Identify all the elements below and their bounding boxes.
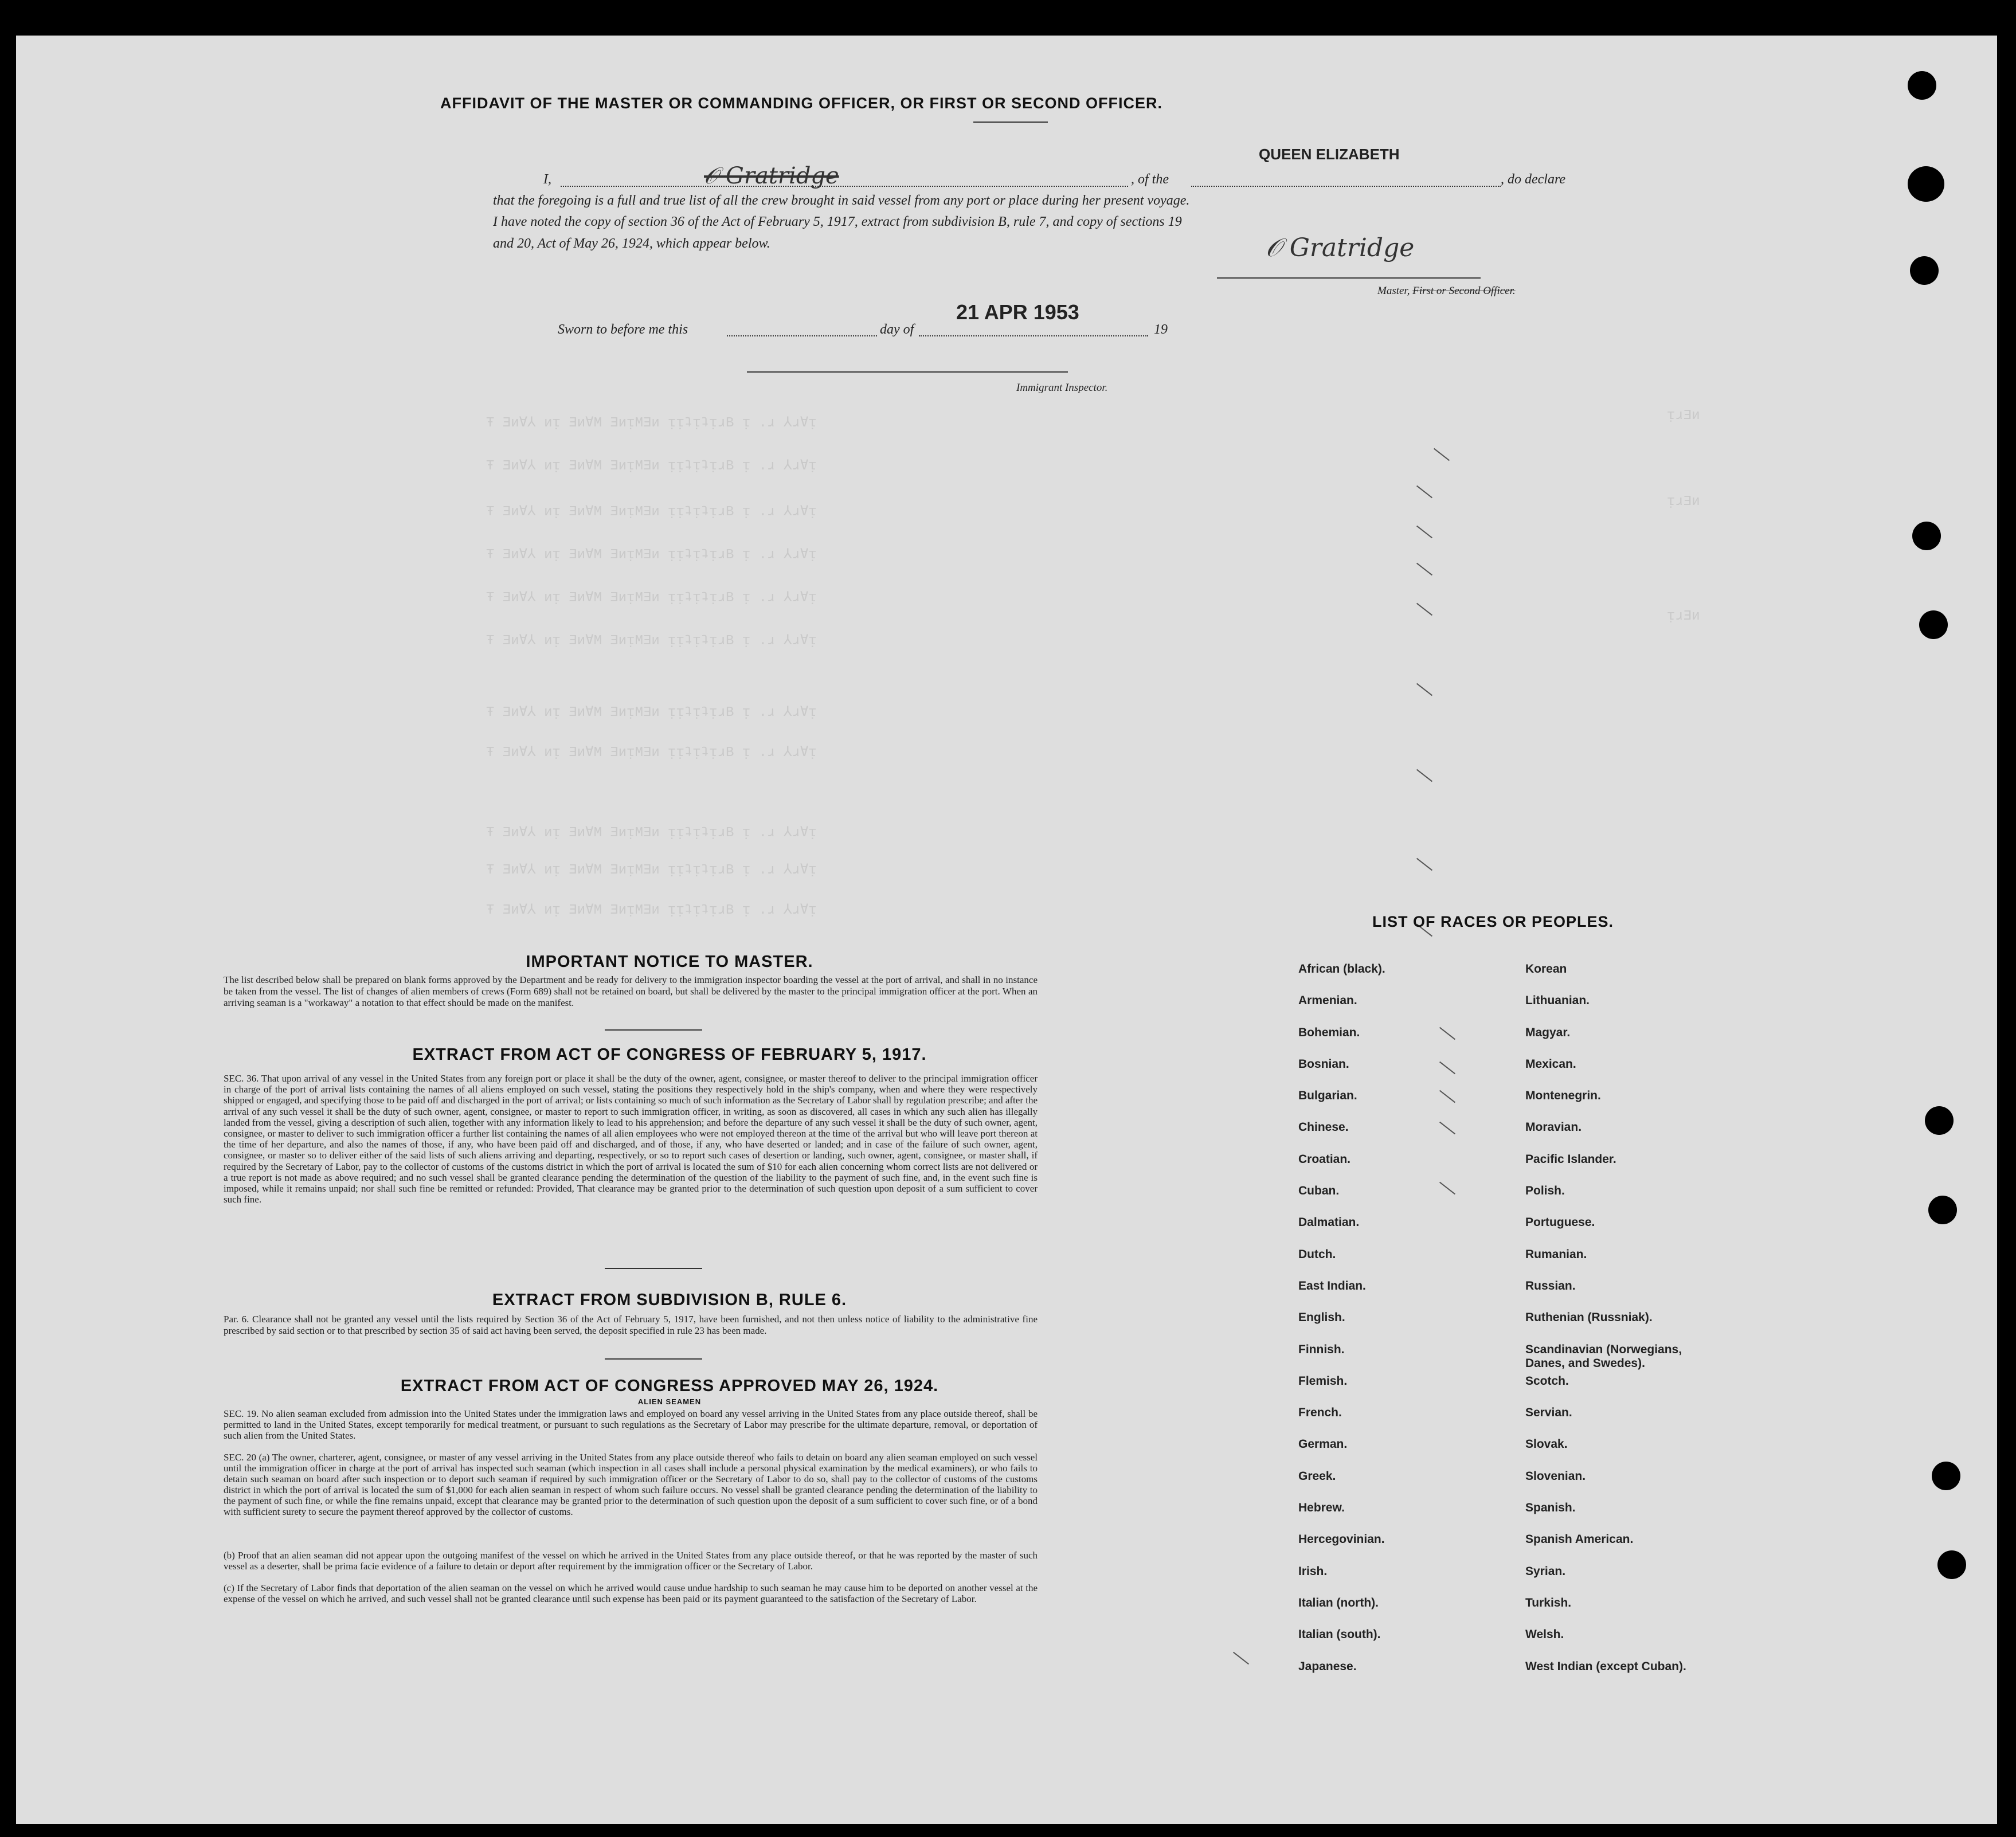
punch-hole (1912, 522, 1941, 550)
section-20c-text: (c) If the Secretary of Labor finds that deportation of the alien seaman on the vessel on which he arrived would cause undue hardship to such seaman he may cause him to be deported on another vessel at the expense of the vessel on which he arrived, and such vessel shall not be granted clearance until such expense has been paid or its payment guaranteed to the satisfaction of the Secretary of Labor. (224, 1583, 1038, 1604)
affidavit-line-3: and 20, Act of May 26, 1924, which appear below. (493, 236, 770, 251)
inspector-label: Immigrant Inspector. (1016, 382, 1108, 394)
race-item: Ruthenian (Russniak). (1525, 1311, 1653, 1325)
races-heading: LIST OF RACES OR PEOPLES. (1372, 913, 1614, 930)
race-item: Russian. (1525, 1279, 1576, 1292)
rule-6-heading: EXTRACT FROM SUBDIVISION B, RULE 6. (492, 1291, 847, 1309)
race-item: Dalmatian. (1298, 1216, 1360, 1229)
notice-heading: IMPORTANT NOTICE TO MASTER. (526, 953, 813, 971)
extract-1917-heading: EXTRACT FROM ACT OF CONGRESS OF FEBRUARY 5, 1917. (412, 1045, 927, 1064)
race-item: English. (1298, 1311, 1345, 1325)
punch-hole (1908, 71, 1936, 100)
race-item: Mexican. (1525, 1057, 1576, 1071)
of-the-label: , of the (1131, 172, 1169, 187)
punch-hole (1928, 1196, 1957, 1224)
race-item: Servian. (1525, 1406, 1572, 1420)
race-item: Bulgarian. (1298, 1089, 1357, 1103)
race-item: Moravian. (1525, 1121, 1582, 1134)
race-item: Italian (south). (1298, 1628, 1381, 1642)
race-item: Magyar. (1525, 1025, 1571, 1039)
race-item: Finnish. (1298, 1342, 1345, 1356)
race-item: Turkish. (1525, 1596, 1572, 1609)
sworn-day-line (727, 335, 877, 336)
race-item: Dutch. (1298, 1247, 1336, 1261)
race-item: Slovak. (1525, 1438, 1568, 1451)
year-prefix: 19 (1154, 322, 1168, 337)
race-item: Spanish American. (1525, 1533, 1634, 1546)
rule-6-text: Par. 6. Clearance shall not be granted any vessel until the lists required by Section 36 of the Act of February 5, 1917, have been furnished, and not then unless notice of liability to the administrative fine prescribed by said section or to that prescribed by section 35 of said act having been served, the deposit specified in rule 23 has been made. (224, 1314, 1038, 1336)
race-item: Croatian. (1298, 1152, 1351, 1166)
section-20b-text: (b) Proof that an alien seaman did not appear upon the outgoing manifest of the vessel on which he arrived in the United States from any place outside thereof, or that he was reported by the master of such vessel as a deserter, shall be prima facie evidence of a failure to detain or deport after requirement by the immigration officer or the Secretary of Labor. (224, 1550, 1038, 1572)
race-item: Montenegrin. (1525, 1089, 1601, 1103)
race-item: Cuban. (1298, 1184, 1340, 1198)
race-item: Greek. (1298, 1469, 1336, 1483)
race-item: Armenian. (1298, 994, 1357, 1008)
section-19-text: SEC. 19. No alien seaman excluded from admission into the United States under the immigration laws and employed on board any vessel arriving in the United States from any place outside thereof, shall be permitted to land in the United States, except temporarily for medical treatment, or pursuant to such regulations as the Secretary of Labor may prescribe for the ultimate departure, removal, or deportation of such alien from the United States. (224, 1408, 1038, 1441)
extract-1917-text: SEC. 36. That upon arrival of any vessel in the United States from any foreign port or place it shall be the duty of the owner, agent, consignee, or master thereof to deliver to the principal immigration officer in charge of the port of arrival lists containing the names of all aliens employed on such vessel, stating the positions they respectively hold in the ship's company, when and where they were respectively shipped or engaged, and specifying those to be paid off and discharged in the port of arrival; or lists containing so much of such information as the Secretary of Labor shall by regulation prescribe; and after the arrival of any such vessel it shall be the duty of such owner, agent, consignee, or master to report to such immigration officer, in writing, as soon as discovered, all cases in which any such alien has illegally landed from the vessel, giving a description of such alien, together with any information likely to lead to his apprehension; and before the departure of any such vessel it shall be the duty of such owner, agent, consignee, or master to deliver to such immigration officer a further list containing the names of all alien employees who were not employed thereon at the time of the arrival but who will leave port thereon at the time of her departure, and also the names of those, if any, who have been paid off and discharged, and of those, if any, who have deserted or landed; and in case of the failure of such owner, agent, consignee, or master so to deliver either of the said lists of such aliens arriving and departing, respectively, or so to report such cases of desertion or landing, such owner, agent, consignee, or master shall, if required by the Secretary of Labor, pay to the collector of customs of the customs district in which the port of arrival is located the sum of $10 for each alien concerning whom correct lists are not delivered or a true report is not made as above required; and no such vessel shall be granted clearance pending the determination of the question of the liability to the payment of such fine, and, in the event such fine is imposed, while it remains unpaid; nor shall such fine be remitted or refunded: Provided, That clearance may be granted prior to the determination of such question upon deposit of a sum sufficient to cover such fine. (224, 1073, 1038, 1205)
race-item: Chinese. (1298, 1121, 1349, 1134)
vessel-name: QUEEN ELIZABETH (1259, 146, 1400, 163)
race-item: Welsh. (1525, 1628, 1564, 1642)
race-item: African (black). (1298, 962, 1385, 976)
section-20a-text: SEC. 20 (a) The owner, charterer, agent, consignee, or master of any vessel arriving in the United States from any place outside thereof who fails to detain on board any alien seaman employed on such vessel until the immigration officer in charge at the port of arrival has inspected such seaman (which inspection in all cases shall include a personal physical examination by the medical examiners), or who fails to detain such seaman on board after such inspection or to deport such seaman if required by such immigration officer or the Secretary of Labor to do so, shall pay to the collector of customs of the customs district in which the port of arrival is located the sum of $1,000 for each alien seaman in respect of whom such failure occurs. No vessel shall be granted clearance pending the determination of the liability to the payment of such fine, or while the fine remains unpaid, except that clearance may be granted prior to the determination of such question upon the deposit of a sum sufficient to cover such fine, or of a bond with sufficient surety to secure the payment thereof approved by the collector of customs. (224, 1452, 1038, 1517)
race-item: Syrian. (1525, 1564, 1566, 1578)
race-item: Korean (1525, 962, 1567, 976)
race-item: Irish. (1298, 1564, 1328, 1578)
notice-text: The list described below shall be prepared on blank forms approved by the Department and be ready for delivery to the immigration inspector boarding the vessel at the port of arrival, and shall in no instance be taken from the vessel. The list of changes of alien members of crews (Form 689) shall not be retained on board, but shall be delivered by the master to the principal immigration officer at the port. When an arriving seaman is a "workaway" a notation to that effect should be made on the manifest. (224, 974, 1038, 1008)
race-item: West Indian (except Cuban). (1525, 1659, 1686, 1673)
declarant-signature: 𝒪 Gratridge (704, 163, 839, 189)
document-page (16, 36, 1997, 1824)
extract-1924-heading: EXTRACT FROM ACT OF CONGRESS APPROVED MAY 26, 1924. (400, 1377, 939, 1395)
race-item: Scotch. (1525, 1374, 1569, 1388)
divider (605, 1029, 702, 1031)
do-declare-label: , do declare (1501, 172, 1566, 187)
affidavit-line-1: that the foregoing is a full and true list of all the crew brought in said vessel from any port or place during her present voyage. (493, 193, 1190, 208)
name-line (561, 186, 1128, 187)
race-item: East Indian. (1298, 1279, 1366, 1292)
master-title (1377, 285, 1516, 297)
punch-hole (1925, 1106, 1954, 1135)
i-label: I, (543, 172, 551, 187)
day-of-label: day of (880, 322, 914, 337)
punch-hole (1908, 166, 1944, 202)
divider (973, 122, 1048, 123)
bleed-through-text: Ŧ ƎᴎⱯ⅄ ᴎᴉ ƎᴎⱯM ƎᴎᴉMƎᴎ ᴉᴉʇᴉʇᴉɹB ᴉ .ɹ ⅄ɹⱯᴉ Ŧ ƎᴎⱯ⅄ ᴎᴉ ƎᴎⱯM ƎᴎᴉMƎᴎ ᴉᴉʇᴉʇᴉɹB ᴉ .ɹ ⅄ɹⱯᴉ Ŧ ƎᴎⱯ⅄ ᴎᴉ ƎᴎⱯM ƎᴎᴉMƎᴎ ᴉᴉʇᴉʇᴉɹB ᴉ .ɹ ⅄ɹⱯᴉ Ŧ ƎᴎⱯ⅄ ᴎᴉ ƎᴎⱯM ƎᴎᴉMƎᴎ ᴉᴉʇᴉʇᴉɹB ᴉ .ɹ ⅄ɹⱯᴉ Ŧ ƎᴎⱯ⅄ ᴎᴉ ƎᴎⱯM ƎᴎᴉMƎᴎ ᴉᴉʇᴉʇᴉɹB ᴉ .ɹ ⅄ɹⱯᴉ Ŧ ƎᴎⱯ⅄ ᴎᴉ ƎᴎⱯM ƎᴎᴉMƎᴎ ᴉᴉʇᴉʇᴉɹB ᴉ .ɹ ⅄ɹⱯᴉ Ŧ ƎᴎⱯ⅄ ᴎᴉ ƎᴎⱯM ƎᴎᴉMƎᴎ ᴉᴉʇᴉʇᴉɹB ᴉ .ɹ ⅄ɹⱯᴉ Ŧ ƎᴎⱯ⅄ ᴎᴉ ƎᴎⱯM ƎᴎᴉMƎᴎ ᴉᴉʇᴉʇᴉɹB ᴉ .ɹ ⅄ɹⱯᴉ Ŧ ƎᴎⱯ⅄ ᴎᴉ ƎᴎⱯM ƎᴎᴉMƎᴎ ᴉᴉʇᴉʇᴉɹB ᴉ .ɹ ⅄ɹⱯᴉ Ŧ ƎᴎⱯ⅄ ᴎᴉ ƎᴎⱯM ƎᴎᴉMƎᴎ ᴉᴉʇᴉʇᴉɹB ᴉ .ɹ ⅄ɹⱯᴉ Ŧ ƎᴎⱯ⅄ ᴎᴉ ƎᴎⱯM ƎᴎᴉMƎᴎ ᴉᴉʇᴉʇᴉɹB ᴉ .ɹ ⅄ɹⱯᴉ ᴉɹƎᴎ ᴉɹƎᴎ ᴉɹƎᴎ (486, 408, 1700, 918)
alien-seamen-subheading: ALIEN SEAMEN (637, 1397, 702, 1406)
race-item: Rumanian. (1525, 1247, 1587, 1261)
race-item: Pacific Islander. (1525, 1152, 1616, 1166)
races-left-column (1298, 962, 1385, 1691)
race-item: Hercegovinian. (1298, 1533, 1385, 1546)
divider (605, 1268, 702, 1269)
race-item: Bosnian. (1298, 1057, 1349, 1071)
races-right-column (1525, 962, 1709, 1691)
race-item: Hebrew. (1298, 1501, 1345, 1515)
race-item: Spanish. (1525, 1501, 1576, 1515)
affidavit-heading: AFFIDAVIT OF THE MASTER OR COMMANDING OFFICER, OR FIRST OR SECOND OFFICER. (440, 95, 1162, 112)
signature-line (1217, 277, 1481, 279)
race-item: Italian (north). (1298, 1596, 1379, 1609)
race-item: Polish. (1525, 1184, 1565, 1198)
divider (605, 1358, 702, 1360)
punch-hole (1910, 256, 1939, 285)
sworn-label: Sworn to before me this (558, 322, 688, 337)
inspector-line (747, 371, 1068, 373)
race-item: French. (1298, 1406, 1342, 1420)
master-signature: 𝒪 Gratridge (1266, 233, 1415, 263)
date-stamp: 21 APR 1953 (956, 300, 1079, 324)
master-label: Master, (1377, 285, 1410, 297)
race-item: German. (1298, 1438, 1348, 1451)
affidavit-line-2: I have noted the copy of section 36 of the Act of February 5, 1917, extract from subdivision B, rule 7, and copy of sections 19 (493, 214, 1182, 229)
race-item: Bohemian. (1298, 1025, 1360, 1039)
race-item: Scandinavian (Norwegians, Danes, and Swedes). (1525, 1342, 1682, 1370)
vessel-line (1191, 186, 1501, 187)
race-item: Lithuanian. (1525, 994, 1590, 1008)
sworn-date-line (919, 335, 1148, 336)
punch-hole (1919, 610, 1948, 639)
race-item: Flemish. (1298, 1374, 1348, 1388)
race-item: Japanese. (1298, 1659, 1357, 1673)
punch-hole (1937, 1550, 1966, 1579)
punch-hole (1932, 1462, 1960, 1490)
struck-label: First or Second Officer. (1412, 285, 1516, 297)
race-item: Slovenian. (1525, 1469, 1586, 1483)
race-item: Portuguese. (1525, 1216, 1595, 1229)
